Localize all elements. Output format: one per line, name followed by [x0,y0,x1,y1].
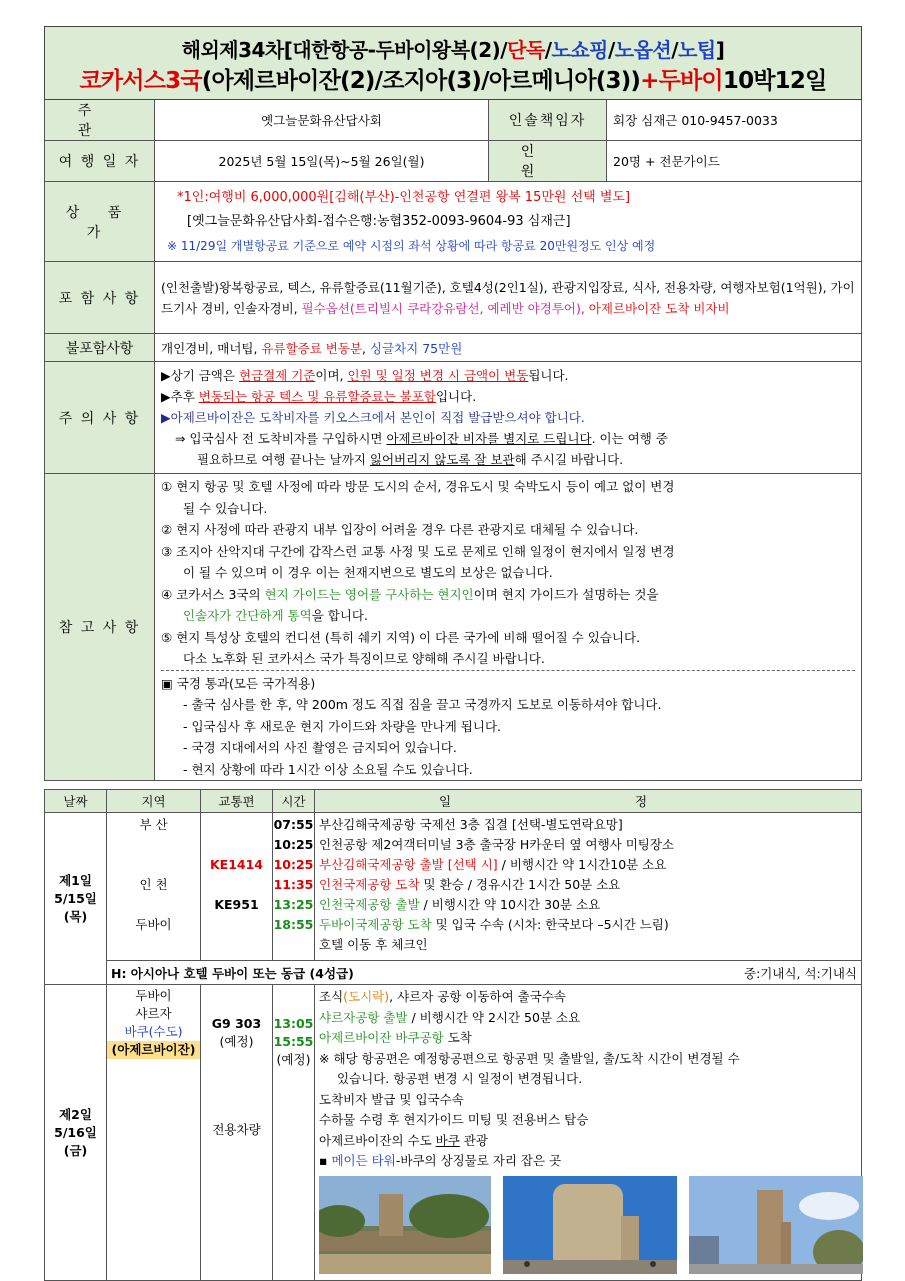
excl-label: 불포함사항 [45,334,155,362]
day2-regions: 두바이 샤르자 바쿠(수도) (아제르바이잔) [107,985,201,1281]
price-value [155,182,862,262]
ref-label: 참 고 사 항 [45,474,155,781]
host-label: 주 관 [45,100,155,141]
title-line1: 해외제34차[대한항공-두바이왕복(2)/단독/노쇼핑/노옵션/노팁] [181,38,725,62]
col-region: 지역 [107,790,201,813]
price-label: 상 품 가 [45,182,155,262]
day1-plan: 부산김해국제공항 국제선 3층 집결 [선택-별도연락요망] 인천공항 제2여객터미널 3층 출국장 H카운터 옆 여행사 미팅장소 부산김해국제공항 출발 [선택 시] / 비행시간 약 1시간10분 소요 인천국제공항 도착 및 환승 / 경유시간 1시간 50분 소요 인천국제공항 출발 / 비행시간 약 10시간 30분 소요 두바이국제공항 도착 및 입국 수속 (시차: 한국보다 –5시간 느림) 호텔 이동 후 체크인 [315,813,862,961]
leader-label: 인솔책임자 [489,100,607,141]
people-label: 인 원 [489,141,607,182]
host-value: 옛그늘문화유산답사회 [155,100,489,141]
date-label: 여 행 일 자 [45,141,155,182]
col-plan: 일 정 [315,790,862,813]
photo-strip [319,1176,857,1281]
ref-value: ① 현지 항공 및 호텔 사정에 따라 방문 도시의 순서, 경유도시 및 숙박도시 등이 예고 없이 변경 될 수 있습니다. ② 현지 사정에 따라 관광지 내부 입장이 어려울 경우 다른 관광지로 대체될 수 있습니다. ③ 조지아 산악지대 구간에 갑작스런 교통 사정 및 도로 문제로 인해 일정이 현지에서 일정 변경 이 될 수 있으며 이 경우 이는 천재지변으로 별도의 보상은 없습니다. ④ 코카서스 3국의 현지 가이드는 영어를 구사하는 현지인이며 현지 가이드가 설명하는 것을 인솔자가 간단하게 통역을 합니다. ⑤ 현지 특성상 호텔의 컨디션 (특히 쉐키 지역) 이 다른 국가에 비해 떨어질 수 있습니다. 다소 노후화 된 코카서스 국가 특징이므로 양해해 주시길 바랍니다. ▣ 국경 통과(모든 국가적용) - 출국 심사를 한 후, 약 200m 정도 직접 짐을 끌고 국경까지 도보로 이동하셔야 합니다. - 입국심사 후 새로운 현지 가이드와 차량을 만나게 됩니다. - 국경 지대에서의 사진 촬영은 금지되어 있습니다. - 현지 상황에 따라 1시간 이상 소요될 수도 있습니다. [155,474,862,781]
maiden-tower-photo-2 [503,1176,677,1274]
day1-hotel-row: H: 아시아나 호텔 두바이 또는 동급 (4성급) 중:기내식, 석:기내식 [107,961,862,985]
caution-value: ▶상기 금액은 현금결제 기준이며, 인원 및 일정 변경 시 금액이 변동됩니다. ▶추후 변동되는 항공 텍스 및 유류할증료는 불포함입니다. ▶아제르바이잔은 도착비자를 키오스크에서 본인이 직접 발급받으셔야 합니다. ⇒ 입국심사 전 도착비자를 구입하시면 아제르바이잔 비자를 별지로 드립니다. 이는 여행 중 필요하므로 여행 끝나는 날까지 잃어버리지 않도록 잘 보관해 주시길 바랍니다. [155,362,862,474]
day2-date: 제2일 5/16일 (금) [45,985,107,1281]
info-table [44,26,862,781]
day1-regions: 부 산 인 천 두바이 [107,813,201,961]
people-value: 20명 + 전문가이드 [607,141,862,182]
price-line-2: [옛그늘문화유산답사회-접수은행:농협352-0093-9604-93 심재근] [187,213,571,229]
price-line-3: ※ 11/29일 개별항공료 기준으로 예약 시점의 좌석 상황에 따라 항공료 20만원정도 인상 예정 [167,238,656,253]
date-value: 2025년 5월 15일(목)~5월 26일(월) [155,141,489,182]
caution-label: 주 의 사 항 [45,362,155,474]
col-transport: 교통편 [201,790,273,813]
col-date: 날짜 [45,790,107,813]
day1-date: 제1일 5/15일 (목) [45,813,107,985]
schedule-table [44,789,862,1281]
title-line2: 코카서스3국(아제르바이잔(2)/조지아(3)/아르메니아(3))+두바이10박12일 [79,68,827,94]
day2-transport: G9 303 (예정) 전용차량 [201,985,273,1281]
incl-value: (인천출발)왕복항공료, 텍스, 유류할증료(11월기준), 호텔4성(2인1실), 관광지입장료, 식사, 전용차량, 여행자보험(1억원), 가이드기사 경비, 인솔자경비, 필수옵션(트리빌시 쿠라강유람선, 예레반 야경투어), 아제르바이잔 도착 비자비 [155,262,862,334]
col-time: 시간 [273,790,315,813]
day1-times: 07:55 10:25 10:25 11:35 13:25 18:55 [273,813,315,961]
day2-plan: 조식(도시락), 샤르자 공항 이동하여 출국수속 샤르자공항 출발 / 비행시간 약 2시간 50분 소요 아제르바이잔 바쿠공항 도착 ※ 해당 항공편은 예정항공편으로 항공편 및 출발일, 출/도착 시간이 변경될 수 있습니다. 항공편 변경 시 일정이 변경됩니다. 도착비자 발급 및 입국수속 수하물 수령 후 현지가이드 미팅 및 전용버스 탑승 아제르바이잔의 수도 바쿠 관광 ▪ 메이든 타워-바쿠의 상징물로 자리 잡은 곳 [315,985,862,1281]
incl-label: 포 함 사 항 [45,262,155,334]
leader-value: 회장 심재근 010-9457-0033 [607,100,862,141]
maiden-tower-photo-3 [689,1176,863,1274]
excl-value: 개인경비, 매너팁, 유류할증료 변동분, 싱글차지 75만원 [155,334,862,362]
day1-transport: KE1414 KE951 [201,813,273,961]
tour-sheet [44,26,862,1281]
price-line-1: *1인:여행비 6,000,000원[김해(부산)-인천공항 연결편 왕복 15만원 선택 별도] [177,189,631,205]
day2-times: 13:05 15:55 (예정) [273,985,315,1281]
title-block [45,27,862,100]
maiden-tower-photo-1 [319,1176,491,1274]
